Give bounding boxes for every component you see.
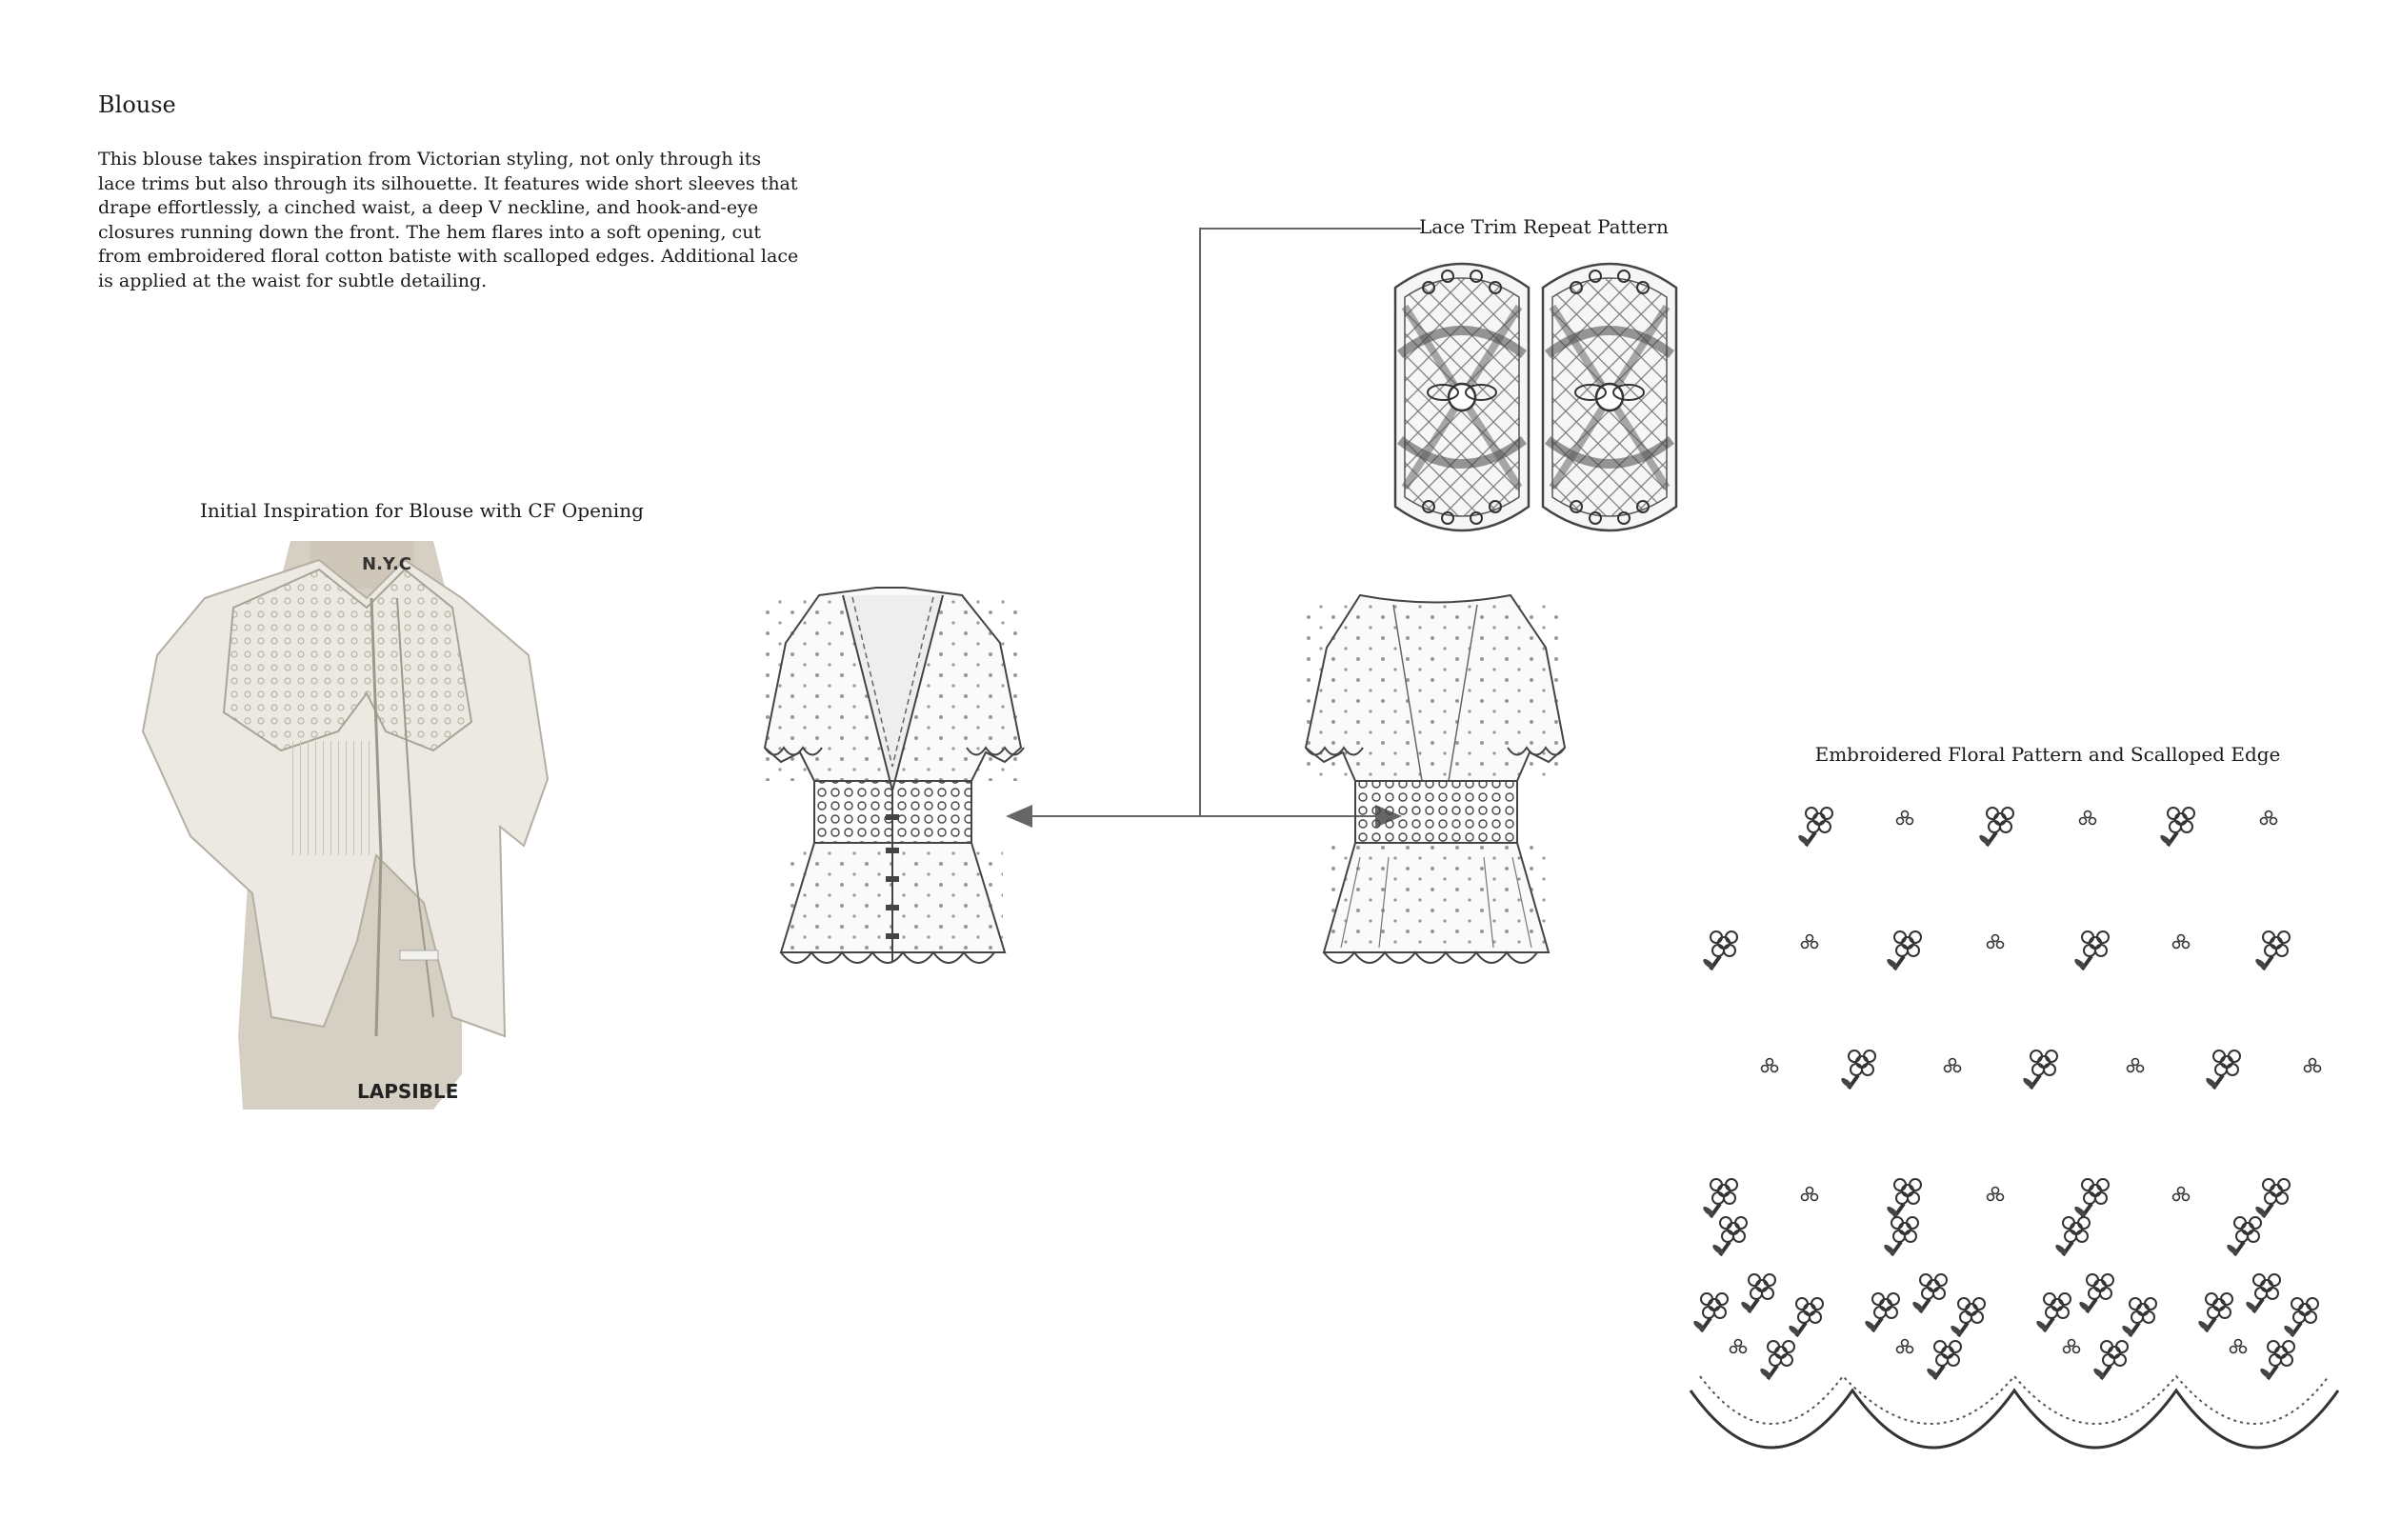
lace-trim-pattern — [1386, 250, 1691, 545]
page-title: Blouse — [98, 91, 176, 118]
description-text: This blouse takes inspiration from Victorian styling, not only through its lace trims but also through its silhouette. It features wide short sleeves that drape effortlessly, a cinched waist, a deep V neckline, and hook-and-eye closures running down the front. The hem flares into a soft opening, cut from embroidered floral cotton batiste with scalloped edges. Additional lace is applied at the waist for subtle detailing. — [98, 149, 799, 291]
inspiration-caption: Initial Inspiration for Blouse with CF Opening — [200, 499, 644, 522]
scalloped-edge — [1691, 1217, 2338, 1448]
form-label-top: N.Y.C — [362, 554, 412, 574]
lace-trim-caption: Lace Trim Repeat Pattern — [1419, 215, 1669, 238]
form-label-bottom: LAPSIBLE — [357, 1080, 459, 1103]
front-flat-sketch — [762, 586, 1024, 976]
floral-pattern — [1676, 790, 2333, 1448]
back-flat-sketch — [1303, 590, 1568, 976]
floral-pattern-caption: Embroidered Floral Pattern and Scalloped Edge — [1814, 743, 2281, 766]
